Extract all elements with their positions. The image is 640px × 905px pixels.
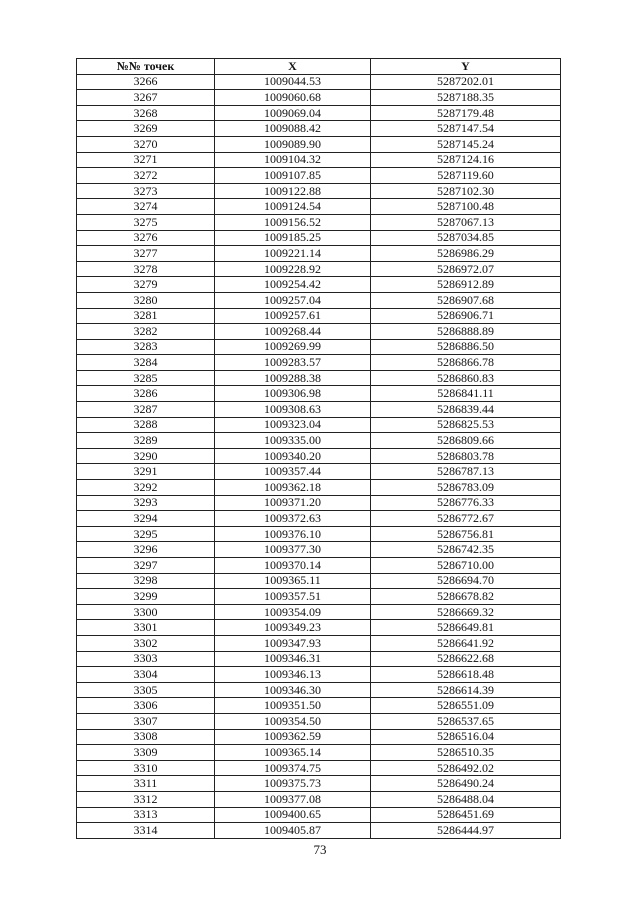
table-row [77, 324, 561, 340]
cell-y: 5287188.35 [371, 90, 561, 106]
cell-y: 5286488.04 [371, 791, 561, 807]
table-row [77, 370, 561, 386]
table-row [77, 713, 561, 729]
cell-point-number: 3267 [77, 90, 215, 106]
table-row [77, 183, 561, 199]
cell-x: 1009357.44 [215, 464, 371, 480]
cell-point-number: 3276 [77, 230, 215, 246]
cell-x: 1009365.11 [215, 573, 371, 589]
cell-x: 1009257.61 [215, 308, 371, 324]
cell-x: 1009269.99 [215, 339, 371, 355]
cell-y: 5286490.24 [371, 776, 561, 792]
cell-point-number: 3303 [77, 651, 215, 667]
cell-point-number: 3307 [77, 713, 215, 729]
cell-point-number: 3284 [77, 355, 215, 371]
cell-point-number: 3311 [77, 776, 215, 792]
table-row [77, 168, 561, 184]
cell-x: 1009376.10 [215, 526, 371, 542]
cell-point-number: 3278 [77, 261, 215, 277]
cell-x: 1009370.14 [215, 558, 371, 574]
cell-x: 1009362.18 [215, 480, 371, 496]
cell-point-number: 3280 [77, 292, 215, 308]
cell-point-number: 3283 [77, 339, 215, 355]
cell-x: 1009185.25 [215, 230, 371, 246]
cell-point-number: 3305 [77, 682, 215, 698]
cell-point-number: 3291 [77, 464, 215, 480]
cell-point-number: 3289 [77, 433, 215, 449]
cell-y: 5286492.02 [371, 760, 561, 776]
table-row [77, 729, 561, 745]
cell-x: 1009349.23 [215, 620, 371, 636]
cell-x: 1009354.50 [215, 713, 371, 729]
cell-y: 5286860.83 [371, 370, 561, 386]
table-row [77, 480, 561, 496]
cell-point-number: 3314 [77, 823, 215, 839]
cell-y: 5286886.50 [371, 339, 561, 355]
cell-y: 5286710.00 [371, 558, 561, 574]
cell-y: 5286537.65 [371, 713, 561, 729]
table-row [77, 760, 561, 776]
cell-x: 1009346.13 [215, 667, 371, 683]
cell-point-number: 3274 [77, 199, 215, 215]
cell-y: 5286772.67 [371, 511, 561, 527]
table-row [77, 573, 561, 589]
cell-x: 1009124.54 [215, 199, 371, 215]
cell-x: 1009060.68 [215, 90, 371, 106]
cell-x: 1009362.59 [215, 729, 371, 745]
cell-point-number: 3281 [77, 308, 215, 324]
cell-point-number: 3290 [77, 448, 215, 464]
table-body [77, 74, 561, 838]
cell-y: 5286516.04 [371, 729, 561, 745]
cell-y: 5286906.71 [371, 308, 561, 324]
cell-x: 1009357.51 [215, 589, 371, 605]
cell-x: 1009405.87 [215, 823, 371, 839]
cell-y: 5287145.24 [371, 136, 561, 152]
cell-y: 5286783.09 [371, 480, 561, 496]
cell-y: 5286669.32 [371, 604, 561, 620]
cell-point-number: 3287 [77, 402, 215, 418]
cell-x: 1009323.04 [215, 417, 371, 433]
cell-y: 5286803.78 [371, 448, 561, 464]
table-row [77, 635, 561, 651]
cell-x: 1009375.73 [215, 776, 371, 792]
cell-point-number: 3275 [77, 214, 215, 230]
table-row [77, 292, 561, 308]
table-row [77, 682, 561, 698]
cell-x: 1009283.57 [215, 355, 371, 371]
cell-point-number: 3300 [77, 604, 215, 620]
table-row [77, 620, 561, 636]
table-row [77, 807, 561, 823]
cell-x: 1009351.50 [215, 698, 371, 714]
cell-y: 5287119.60 [371, 168, 561, 184]
cell-y: 5286614.39 [371, 682, 561, 698]
cell-x: 1009268.44 [215, 324, 371, 340]
cell-y: 5287147.54 [371, 121, 561, 137]
cell-point-number: 3292 [77, 480, 215, 496]
cell-x: 1009306.98 [215, 386, 371, 402]
cell-point-number: 3271 [77, 152, 215, 168]
table-row [77, 698, 561, 714]
cell-point-number: 3266 [77, 74, 215, 90]
cell-x: 1009372.63 [215, 511, 371, 527]
cell-point-number: 3296 [77, 542, 215, 558]
table-row [77, 651, 561, 667]
cell-point-number: 3312 [77, 791, 215, 807]
table-row [77, 214, 561, 230]
cell-x: 1009347.93 [215, 635, 371, 651]
cell-y: 5286912.89 [371, 277, 561, 293]
table-row [77, 417, 561, 433]
cell-y: 5287202.01 [371, 74, 561, 90]
cell-x: 1009400.65 [215, 807, 371, 823]
table-row [77, 558, 561, 574]
cell-point-number: 3269 [77, 121, 215, 137]
table-row [77, 199, 561, 215]
cell-point-number: 3309 [77, 745, 215, 761]
table-row [77, 261, 561, 277]
cell-y: 5286641.92 [371, 635, 561, 651]
table-row [77, 776, 561, 792]
cell-x: 1009377.30 [215, 542, 371, 558]
table-row [77, 448, 561, 464]
cell-point-number: 3297 [77, 558, 215, 574]
table-row [77, 339, 561, 355]
cell-point-number: 3279 [77, 277, 215, 293]
table-row [77, 136, 561, 152]
cell-y: 5286776.33 [371, 495, 561, 511]
cell-point-number: 3268 [77, 105, 215, 121]
cell-x: 1009122.88 [215, 183, 371, 199]
cell-x: 1009254.42 [215, 277, 371, 293]
cell-point-number: 3272 [77, 168, 215, 184]
cell-y: 5286551.09 [371, 698, 561, 714]
cell-point-number: 3282 [77, 324, 215, 340]
cell-x: 1009335.00 [215, 433, 371, 449]
cell-x: 1009354.09 [215, 604, 371, 620]
cell-point-number: 3308 [77, 729, 215, 745]
cell-y: 5287124.16 [371, 152, 561, 168]
table-row [77, 542, 561, 558]
table-row [77, 386, 561, 402]
cell-y: 5287034.85 [371, 230, 561, 246]
cell-point-number: 3286 [77, 386, 215, 402]
cell-point-number: 3273 [77, 183, 215, 199]
table-row [77, 74, 561, 90]
table-row [77, 308, 561, 324]
cell-point-number: 3294 [77, 511, 215, 527]
cell-x: 1009228.92 [215, 261, 371, 277]
cell-y: 5286866.78 [371, 355, 561, 371]
cell-point-number: 3277 [77, 246, 215, 262]
cell-y: 5286972.07 [371, 261, 561, 277]
cell-point-number: 3304 [77, 667, 215, 683]
cell-x: 1009308.63 [215, 402, 371, 418]
header-row [77, 59, 561, 75]
cell-y: 5286510.35 [371, 745, 561, 761]
cell-y: 5286986.29 [371, 246, 561, 262]
table-row [77, 105, 561, 121]
cell-point-number: 3310 [77, 760, 215, 776]
cell-y: 5286451.69 [371, 807, 561, 823]
table-row [77, 230, 561, 246]
table-row [77, 791, 561, 807]
cell-y: 5287102.30 [371, 183, 561, 199]
table-row [77, 152, 561, 168]
cell-point-number: 3306 [77, 698, 215, 714]
cell-y: 5287179.48 [371, 105, 561, 121]
cell-x: 1009288.38 [215, 370, 371, 386]
table-row [77, 511, 561, 527]
cell-y: 5286444.97 [371, 823, 561, 839]
cell-x: 1009257.04 [215, 292, 371, 308]
cell-point-number: 3270 [77, 136, 215, 152]
cell-x: 1009340.20 [215, 448, 371, 464]
cell-point-number: 3285 [77, 370, 215, 386]
table-row [77, 745, 561, 761]
page-number: 73 [313, 842, 327, 857]
table-row [77, 464, 561, 480]
cell-y: 5286841.11 [371, 386, 561, 402]
cell-y: 5286694.70 [371, 573, 561, 589]
cell-x: 1009371.20 [215, 495, 371, 511]
table-row [77, 121, 561, 137]
table-row [77, 589, 561, 605]
cell-y: 5286618.48 [371, 667, 561, 683]
table-row [77, 526, 561, 542]
header-y: Y [371, 59, 561, 75]
cell-point-number: 3301 [77, 620, 215, 636]
cell-x: 1009088.42 [215, 121, 371, 137]
cell-x: 1009374.75 [215, 760, 371, 776]
cell-y: 5286825.53 [371, 417, 561, 433]
cell-y: 5286742.35 [371, 542, 561, 558]
table-row [77, 90, 561, 106]
cell-x: 1009377.08 [215, 791, 371, 807]
cell-y: 5286888.89 [371, 324, 561, 340]
table-row [77, 355, 561, 371]
cell-x: 1009346.31 [215, 651, 371, 667]
cell-point-number: 3313 [77, 807, 215, 823]
coordinates-table [76, 58, 561, 839]
cell-y: 5287100.48 [371, 199, 561, 215]
header-x: X [215, 59, 371, 75]
cell-point-number: 3302 [77, 635, 215, 651]
cell-x: 1009346.30 [215, 682, 371, 698]
cell-x: 1009156.52 [215, 214, 371, 230]
cell-y: 5286678.82 [371, 589, 561, 605]
cell-x: 1009221.14 [215, 246, 371, 262]
cell-y: 5286649.81 [371, 620, 561, 636]
cell-point-number: 3293 [77, 495, 215, 511]
cell-x: 1009089.90 [215, 136, 371, 152]
cell-point-number: 3295 [77, 526, 215, 542]
cell-y: 5286787.13 [371, 464, 561, 480]
table-row [77, 823, 561, 839]
table-row [77, 433, 561, 449]
table-row [77, 667, 561, 683]
cell-x: 1009069.04 [215, 105, 371, 121]
cell-y: 5287067.13 [371, 214, 561, 230]
table-row [77, 495, 561, 511]
cell-x: 1009104.32 [215, 152, 371, 168]
cell-x: 1009044.53 [215, 74, 371, 90]
cell-point-number: 3299 [77, 589, 215, 605]
cell-y: 5286839.44 [371, 402, 561, 418]
table-header [77, 59, 561, 75]
table-row [77, 246, 561, 262]
cell-y: 5286809.66 [371, 433, 561, 449]
table-row [77, 402, 561, 418]
table-row [77, 604, 561, 620]
header-point-number: №№ точек [77, 59, 215, 75]
cell-y: 5286907.68 [371, 292, 561, 308]
cell-x: 1009365.14 [215, 745, 371, 761]
cell-point-number: 3288 [77, 417, 215, 433]
table-row [77, 277, 561, 293]
cell-point-number: 3298 [77, 573, 215, 589]
cell-y: 5286622.68 [371, 651, 561, 667]
cell-y: 5286756.81 [371, 526, 561, 542]
cell-x: 1009107.85 [215, 168, 371, 184]
